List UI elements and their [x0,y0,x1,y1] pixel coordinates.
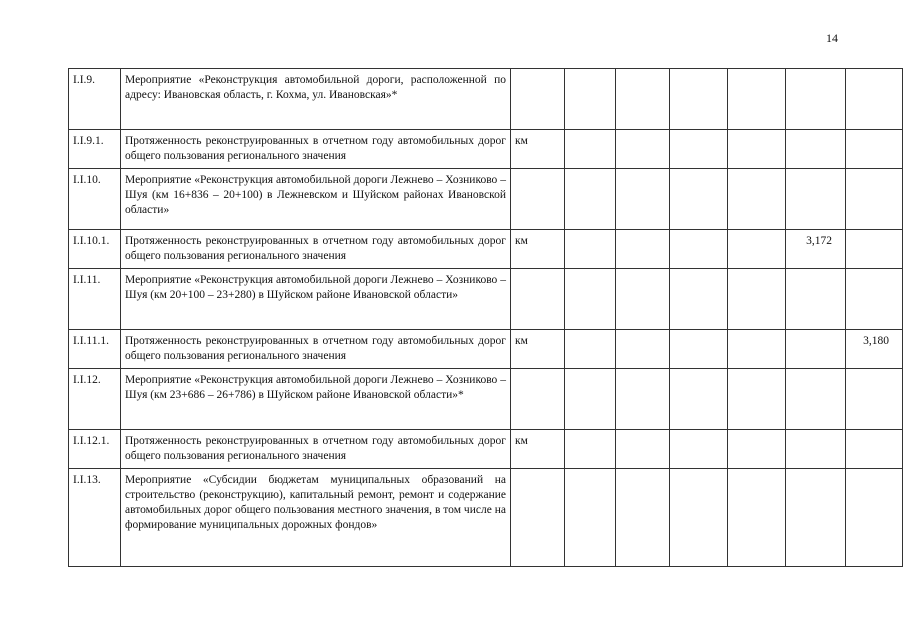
row-value-cell [786,330,846,369]
row-value-cell [565,69,616,130]
row-value-cell [728,130,786,169]
row-value-cell [670,430,728,469]
row-number-cell: I.I.12. [69,369,121,430]
row-value-cell [616,369,670,430]
row-value-cell [846,230,903,269]
indicators-table [68,68,903,567]
row-value-cell [846,369,903,430]
row-value-cell [670,69,728,130]
row-value-cell [786,430,846,469]
row-description-cell: Мероприятие «Реконструкция автомобильной дороги Лежнево – Хозниково – Шуя (км 16+836 – 20+100) в Лежневском и Шуйском районах Ивановской области» [121,169,511,230]
row-unit-cell [511,169,565,230]
row-value-cell [616,330,670,369]
table-row [69,230,903,269]
table-row [69,169,903,230]
row-value-cell [565,230,616,269]
row-number-cell: I.I.9.1. [69,130,121,169]
row-value-cell [786,269,846,330]
row-description-cell: Мероприятие «Реконструкция автомобильной дороги Лежнево – Хозниково – Шуя (км 20+100 – 23+280) в Шуйском районе Ивановской области» [121,269,511,330]
row-description-cell: Протяженность реконструированных в отчетном году автомобильных дорог общего пользования регионального значения [121,230,511,269]
row-value-cell [846,469,903,567]
row-value-cell [846,130,903,169]
row-value-cell [846,69,903,130]
row-unit-cell: км [511,130,565,169]
row-value-cell [846,269,903,330]
row-value-cell [728,469,786,567]
row-description-cell: Мероприятие «Субсидии бюджетам муниципальных образований на строительство (реконструкцию), капитальный ремонт, ремонт и содержание автомобильных дорог общего пользования местного значения, в том числе на формирование муниципальных дорожных фондов» [121,469,511,567]
row-value-cell [670,169,728,230]
row-unit-cell: км [511,230,565,269]
row-value-cell [846,430,903,469]
row-value-cell [728,430,786,469]
row-value-cell [565,269,616,330]
row-number-cell: I.I.10. [69,169,121,230]
row-value-cell [616,169,670,230]
row-value-cell: 3,172 [786,230,846,269]
row-value-cell [728,369,786,430]
row-description-cell: Протяженность реконструированных в отчетном году автомобильных дорог общего пользования регионального значения [121,330,511,369]
row-unit-cell [511,69,565,130]
row-value-cell [728,269,786,330]
row-value-cell [670,230,728,269]
row-value-cell [786,369,846,430]
row-value-cell [565,169,616,230]
row-value-cell [565,330,616,369]
row-number-cell: I.I.11. [69,269,121,330]
row-number-cell: I.I.10.1. [69,230,121,269]
row-value-cell [728,69,786,130]
row-value-cell [616,130,670,169]
row-unit-cell [511,469,565,567]
row-value-cell [670,469,728,567]
row-number-cell: I.I.11.1. [69,330,121,369]
table-row [69,269,903,330]
row-description-cell: Мероприятие «Реконструкция автомобильной дороги, расположенной по адресу: Ивановская область, г. Кохма, ул. Ивановская»* [121,69,511,130]
row-unit-cell [511,369,565,430]
row-number-cell: I.I.12.1. [69,430,121,469]
row-value-cell [616,469,670,567]
row-unit-cell [511,269,565,330]
table-row [69,130,903,169]
row-value-cell [728,169,786,230]
row-value-cell [616,269,670,330]
row-value-cell: 3,180 [846,330,903,369]
row-value-cell [846,169,903,230]
table-row [69,369,903,430]
row-description-cell: Мероприятие «Реконструкция автомобильной дороги Лежнево – Хозниково – Шуя (км 23+686 – 26+786) в Шуйском районе Ивановской области»* [121,369,511,430]
row-value-cell [565,430,616,469]
row-value-cell [670,330,728,369]
row-value-cell [786,69,846,130]
row-number-cell: I.I.9. [69,69,121,130]
row-unit-cell: км [511,430,565,469]
table-row [69,430,903,469]
row-value-cell [616,69,670,130]
row-description-cell: Протяженность реконструированных в отчетном году автомобильных дорог общего пользования регионального значения [121,430,511,469]
row-value-cell [565,369,616,430]
row-number-cell: I.I.13. [69,469,121,567]
row-value-cell [786,169,846,230]
row-value-cell [565,469,616,567]
row-value-cell [616,230,670,269]
row-value-cell [670,369,728,430]
row-unit-cell: км [511,330,565,369]
row-description-cell: Протяженность реконструированных в отчетном году автомобильных дорог общего пользования регионального значения [121,130,511,169]
table-row [69,469,903,567]
row-value-cell [728,330,786,369]
row-value-cell [616,430,670,469]
row-value-cell [670,130,728,169]
row-value-cell [786,469,846,567]
row-value-cell [728,230,786,269]
table-row [69,330,903,369]
page-number: 14 [826,31,838,45]
row-value-cell [565,130,616,169]
table-row [69,69,903,130]
row-value-cell [786,130,846,169]
row-value-cell [670,269,728,330]
